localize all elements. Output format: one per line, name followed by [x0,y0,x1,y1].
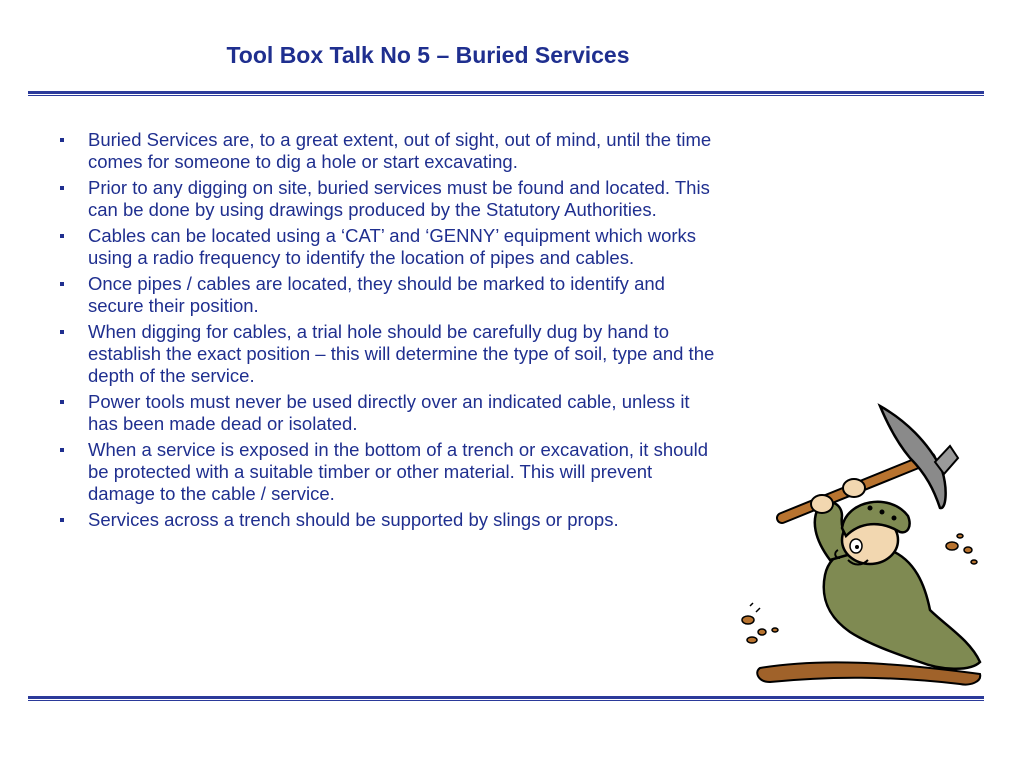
bullet-list [60,129,720,535]
bullet-text: Power tools must never be used directly over an indicated cable, unless it has been made dead or isolated. [88,391,690,434]
bullet-marker [60,518,64,522]
bullet-marker [60,400,64,404]
bullet-text: Cables can be located using a ‘CAT’ and ‘GENNY’ equipment which works using a radio frequency to identify the location of pipes and cables. [88,225,697,268]
bullet-text: Services across a trench should be supported by slings or props. [88,509,619,530]
bullet-item [60,225,720,269]
bullet-item [60,391,720,435]
worker-pickaxe-illustration [730,400,1000,690]
bullet-item [60,273,720,317]
slide-title: Tool Box Talk No 5 – Buried Services [226,42,630,68]
top-divider [28,91,984,97]
worker-body [824,546,980,669]
worker-hand [811,495,833,513]
bullet-text: Once pipes / cables are located, they should be marked to identify and secure their position. [88,273,665,316]
bullet-marker [60,330,64,334]
bullet-marker [60,138,64,142]
bullet-text: Buried Services are, to a great extent, out of sight, out of mind, until the time comes for someone to dig a hole or start excavating. [88,129,712,172]
bullet-text: When digging for cables, a trial hole should be carefully dug by hand to establish the exact position – this will determine the type of soil, type and the depth of the service. [88,321,715,386]
bottom-divider [28,696,984,702]
worker-hand [843,479,865,497]
bullet-item [60,321,720,387]
bullet-item [60,129,720,173]
bullet-item [60,177,720,221]
bullet-marker [60,282,64,286]
bullet-marker [60,234,64,238]
bullet-marker [60,448,64,452]
pickaxe-head [880,406,946,508]
bullet-item [60,509,720,531]
bullet-text: Prior to any digging on site, buried services must be found and located. This can be done by using drawings produced by the Statutory Authorities. [88,177,710,220]
bullet-text: When a service is exposed in the bottom of a trench or excavation, it should be protected with a suitable timber or other material. This will prevent damage to the cable / service. [88,439,709,504]
bullet-item [60,439,720,505]
bullet-marker [60,186,64,190]
